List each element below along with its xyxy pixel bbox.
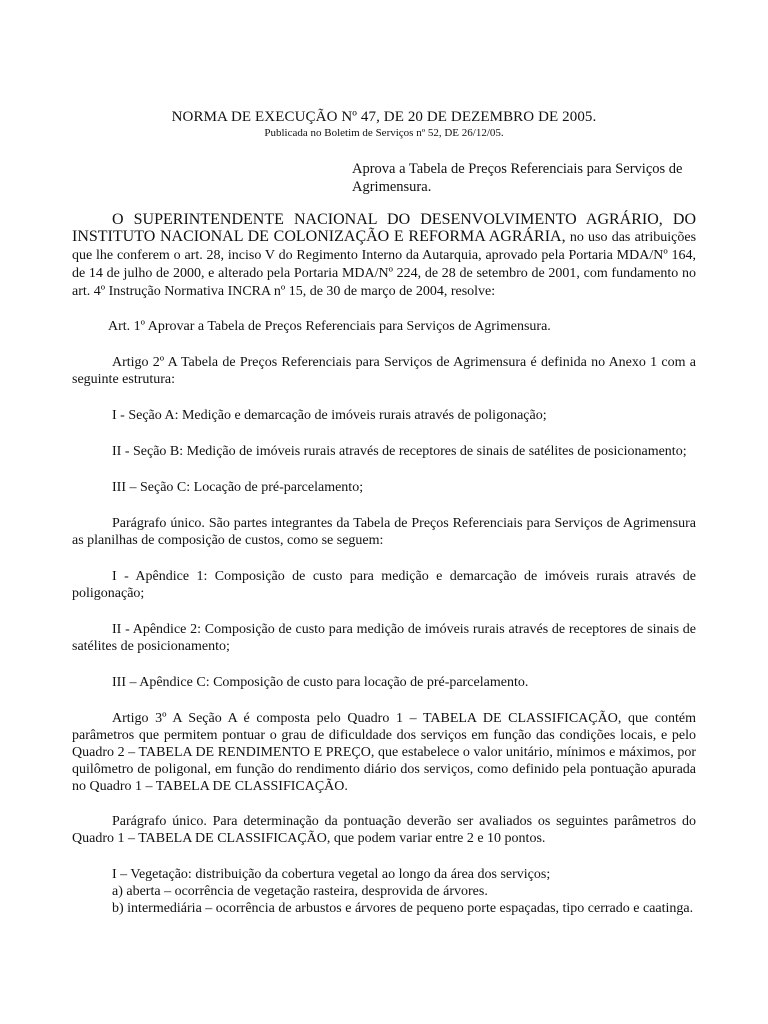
article-2-item-i: I - Seção A: Medição e demarcação de imóveis rurais através de poligonação;: [112, 408, 547, 423]
article-2-paragraph-unico: Parágrafo único. São partes integrantes da Tabela de Preços Referenciais para Serviços de Agrimensura as planilhas de composição de custos, como se seguem:: [72, 516, 696, 548]
preamble-caps: O SUPERINTENDENTE NACIONAL DO DESENVOLVIMENTO AGRÁRIO, DO INSTITUTO NACIONAL DE COLONIZAÇÃO E REFORMA AGRÁRIA,: [72, 211, 696, 245]
ementa: Aprova a Tabela de Preços Referenciais para Serviços de Agrimensura.: [352, 161, 683, 195]
apendice-1: I - Apêndice 1: Composição de custo para medição e demarcação de imóveis rurais através de poligonação;: [72, 569, 696, 601]
publication-note: Publicada no Boletim de Serviços nº 52, DE 26/12/05.: [264, 127, 504, 139]
article-3-paragraph-unico: Parágrafo único. Para determinação da pontuação deverão ser avaliados os seguintes parâmetros do Quadro 1 – TABELA DE CLASSIFICAÇÃO, que podem variar entre 2 e 10 pontos.: [72, 814, 696, 846]
preamble-rest: no uso das atribuições que lhe conferem o art. 28, inciso V do Regimento Interno da Autarquia, aprovado pela Portaria MDA/Nº 164, de 14 de julho de 2000, e alterado pela Portaria MDA/Nº 224, de 28 de setembro de 2001, com fundamento no art. 4º Instrução Normativa INCRA nº 15, de 30 de março de 2004, resolve:: [72, 230, 697, 299]
apendice-2: II - Apêndice 2: Composição de custo para medição de imóveis rurais através de receptores de sinais de satélites de posicionamento;: [72, 622, 696, 654]
preamble-paragraph: [72, 211, 696, 300]
document-body: [72, 211, 696, 917]
item-vegetacao: I – Vegetação: distribuição da cobertura vegetal ao longo da área dos serviços;: [112, 867, 551, 882]
document-title: NORMA DE EXECUÇÃO Nº 47, DE 20 DE DEZEMBRO DE 2005.: [171, 109, 597, 125]
item-vegetacao-a: a) aberta – ocorrência de vegetação rasteira, desprovida de árvores.: [112, 884, 488, 899]
apendice-c: III – Apêndice C: Composição de custo para locação de pré-parcelamento.: [112, 675, 529, 690]
article-2-item-iii: III – Seção C: Locação de pré-parcelamento;: [112, 480, 364, 495]
article-2: Artigo 2º A Tabela de Preços Referenciais para Serviços de Agrimensura é definida no Anexo 1 com a seguinte estrutura:: [72, 355, 696, 387]
item-vegetacao-b: b) intermediária – ocorrência de arbustos e árvores de pequeno porte espaçadas, tipo cerrado e caatinga.: [112, 901, 694, 916]
article-1: Art. 1º Aprovar a Tabela de Preços Referenciais para Serviços de Agrimensura.: [108, 319, 551, 334]
article-3: Artigo 3º A Seção A é composta pelo Quadro 1 – TABELA DE CLASSIFICAÇÃO, que contém parâmetros que permitem pontuar o grau de dificuldade dos serviços em função das condições locais, e pelo Quadro 2 – TABELA DE RENDIMENTO E PREÇO, que estabelece o valor unitário, mínimos e máximos, por quilômetro de poligonal, em função do rendimento diário dos serviços, como definido pela pontuação apurada no Quadro 1 – TABELA DE CLASSIFICAÇÃO.: [72, 711, 696, 794]
article-2-item-ii: II - Seção B: Medição de imóveis rurais através de receptores de sinais de satélites de posicionamento;: [112, 444, 687, 459]
